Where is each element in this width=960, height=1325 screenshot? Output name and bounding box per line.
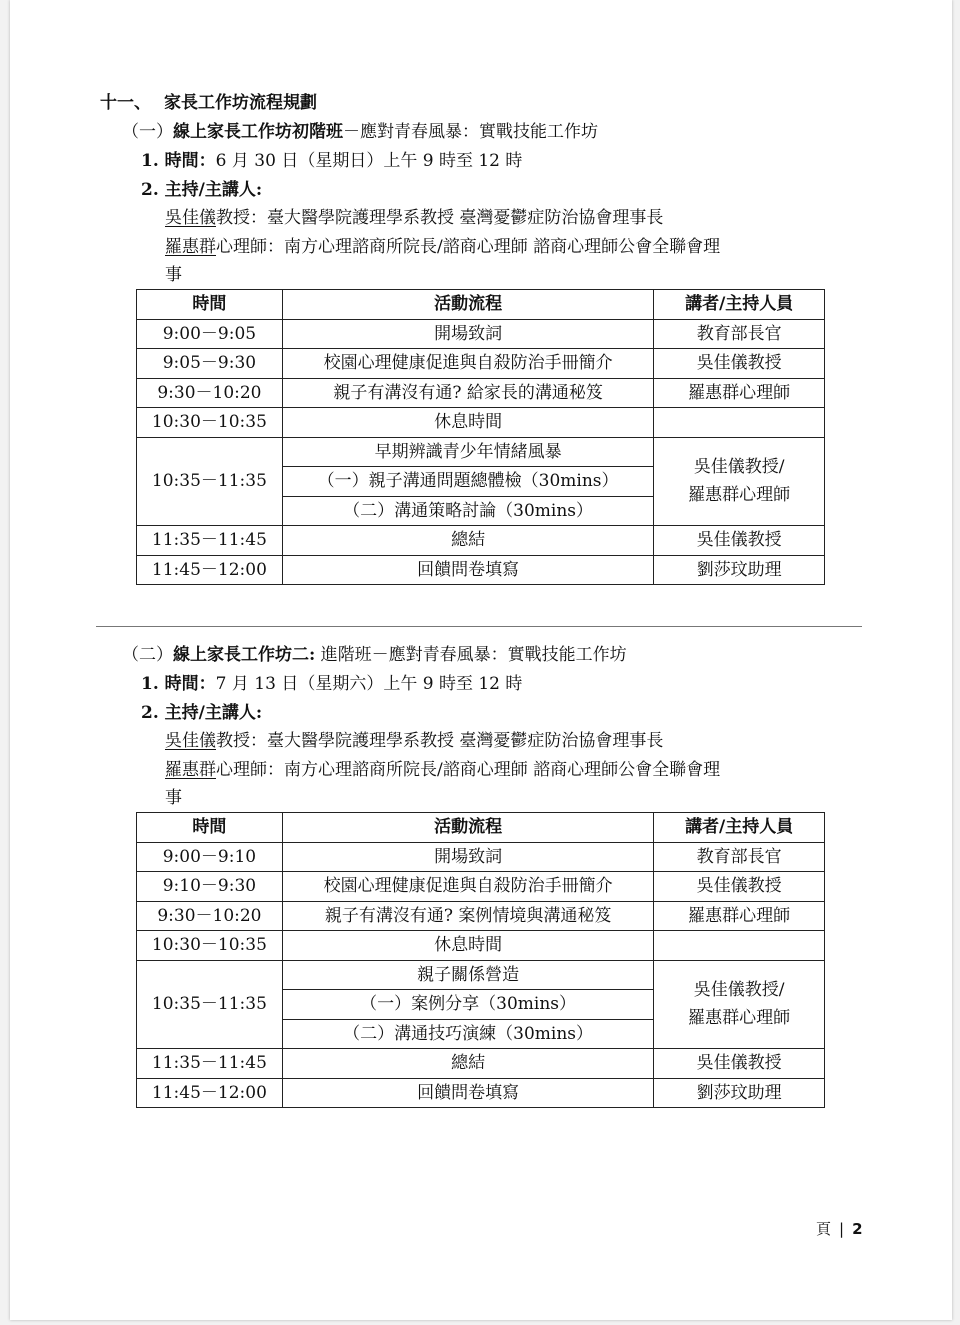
cell-time: 10:35－11:35 [137, 960, 283, 1049]
cell-activity: 親子有溝沒有通? 案例情境與溝通秘笈 [282, 901, 654, 931]
table-row-merged [137, 960, 825, 990]
cell-speaker: 羅惠群心理師 [654, 901, 825, 931]
cell-speaker: 吳佳儀教授 [654, 526, 825, 556]
table-row [137, 842, 825, 872]
cell-activity: 開場致詞 [282, 319, 654, 349]
workshop-2-title: 線上家長工作坊二: [173, 645, 316, 665]
workshop-1-title: 線上家長工作坊初階班 [173, 122, 343, 142]
page-number: 2 [852, 1220, 863, 1238]
workshop-2-time [141, 673, 522, 695]
cell-speaker: 教育部長官 [654, 319, 825, 349]
speaker-line: 羅惠群心理師 [688, 1008, 791, 1029]
speaker-desc: 教授：臺大醫學院護理學系教授 臺灣憂鬱症防治協會理事長 [216, 208, 664, 228]
cell-activity: 總結 [282, 526, 654, 556]
section-number: 十一、 [100, 93, 151, 113]
header-activity: 活動流程 [282, 290, 654, 320]
table-header-row [137, 290, 825, 320]
table-row-merged [137, 437, 825, 467]
cell-speaker [654, 408, 825, 438]
header-speaker: 講者/主持人員 [654, 290, 825, 320]
table-row [137, 901, 825, 931]
table-row [137, 378, 825, 408]
cell-activity: 開場致詞 [282, 842, 654, 872]
cell-activity: （一）案例分享（30mins） [282, 990, 654, 1020]
section-heading [100, 92, 317, 114]
workshop-1-prefix: （一） [122, 122, 173, 142]
cell-activity: 總結 [282, 1049, 654, 1079]
cell-speaker [654, 931, 825, 961]
cell-activity: 校園心理健康促進與自殺防治手冊簡介 [282, 872, 654, 902]
cell-time: 10:30－10:35 [137, 931, 283, 961]
cell-speaker: 吳佳儀教授 [654, 872, 825, 902]
time-value: 6 月 30 日（星期日）上午 9 時至 12 時 [215, 151, 523, 171]
workshop-1-speaker-1 [165, 207, 663, 229]
cell-time: 11:35－11:45 [137, 1049, 283, 1079]
workshop-1-speaker-2-wrap: 事 [165, 265, 182, 285]
time-label: 1. 時間： [141, 151, 216, 171]
speaker-desc: 心理師：南方心理諮商所院長/諮商心理師 諮商心理師公會全聯會理 [216, 237, 721, 257]
cell-time: 10:35－11:35 [137, 437, 283, 526]
cell-time: 11:45－12:00 [137, 555, 283, 585]
speaker-desc: 心理師：南方心理諮商所院長/諮商心理師 諮商心理師公會全聯會理 [216, 760, 721, 780]
speaker-line: 吳佳儀教授/ [693, 457, 785, 478]
workshop-2-speaker-1 [165, 730, 663, 752]
table-row [137, 931, 825, 961]
cell-activity: 休息時間 [282, 408, 654, 438]
table-header-row [137, 813, 825, 843]
workshop-2-subtitle: 進階班－應對青春風暴：實戰技能工作坊 [315, 645, 627, 665]
header-time: 時間 [137, 813, 283, 843]
table-row [137, 319, 825, 349]
speaker-name: 吳佳儀 [165, 731, 216, 751]
cell-speaker: 吳佳儀教授 [654, 1049, 825, 1079]
cell-speaker: 教育部長官 [654, 842, 825, 872]
cell-time: 9:00－9:10 [137, 842, 283, 872]
cell-speaker: 吳佳儀教授 [654, 349, 825, 379]
cell-activity: 親子有溝沒有通? 給家長的溝通秘笈 [282, 378, 654, 408]
cell-time: 9:00－9:05 [137, 319, 283, 349]
cell-speaker: 羅惠群心理師 [654, 378, 825, 408]
cell-time: 11:35－11:45 [137, 526, 283, 556]
speaker-name: 吳佳儀 [165, 208, 216, 228]
workshop-2-host-label: 2. 主持/主講人: [141, 703, 263, 723]
cell-activity: （二）溝通策略討論（30mins） [282, 496, 654, 526]
workshop-2-speaker-2 [165, 759, 720, 781]
cell-activity: 回饋問卷填寫 [282, 555, 654, 585]
speaker-line: 吳佳儀教授/ [693, 980, 785, 1001]
table-row [137, 349, 825, 379]
cell-speaker: 劉莎玟助理 [654, 1078, 825, 1108]
workshop-1-heading [122, 121, 598, 143]
cell-activity: 早期辨識青少年情緒風暴 [282, 437, 654, 467]
footer-separator: | [839, 1220, 845, 1238]
table-row [137, 872, 825, 902]
table-row [137, 408, 825, 438]
page-footer [816, 1218, 863, 1239]
table-row [137, 555, 825, 585]
time-label: 1. 時間： [141, 674, 216, 694]
speaker-name: 羅惠群 [165, 237, 216, 257]
cell-time: 11:45－12:00 [137, 1078, 283, 1108]
cell-time: 9:30－10:20 [137, 378, 283, 408]
cell-time: 9:30－10:20 [137, 901, 283, 931]
document-page [10, 0, 952, 1320]
cell-speaker [654, 437, 825, 526]
workshop-1-subtitle: －應對青春風暴：實戰技能工作坊 [343, 122, 598, 142]
workshop-2-heading [122, 644, 627, 666]
cell-activity: （二）溝通技巧演練（30mins） [282, 1019, 654, 1049]
section-divider [96, 626, 862, 627]
workshop-2-prefix: （二） [122, 645, 173, 665]
workshop-1-host-label: 2. 主持/主講人: [141, 180, 263, 200]
workshop-1-speaker-2 [165, 236, 720, 258]
cell-time: 10:30－10:35 [137, 408, 283, 438]
cell-activity: 回饋問卷填寫 [282, 1078, 654, 1108]
section-title: 家長工作坊流程規劃 [164, 93, 317, 113]
footer-label: 頁 [816, 1220, 832, 1238]
speaker-name: 羅惠群 [165, 760, 216, 780]
cell-speaker: 劉莎玟助理 [654, 555, 825, 585]
workshop-2-schedule-table [136, 812, 825, 1108]
header-activity: 活動流程 [282, 813, 654, 843]
workshop-1-time [141, 150, 522, 172]
cell-time: 9:05－9:30 [137, 349, 283, 379]
header-time: 時間 [137, 290, 283, 320]
time-value: 7 月 13 日（星期六）上午 9 時至 12 時 [215, 674, 523, 694]
cell-activity: 親子關係營造 [282, 960, 654, 990]
cell-activity: 休息時間 [282, 931, 654, 961]
speaker-desc: 教授：臺大醫學院護理學系教授 臺灣憂鬱症防治協會理事長 [216, 731, 664, 751]
cell-activity: 校園心理健康促進與自殺防治手冊簡介 [282, 349, 654, 379]
cell-speaker [654, 960, 825, 1049]
speaker-line: 羅惠群心理師 [688, 485, 791, 506]
table-row [137, 526, 825, 556]
cell-time: 9:10－9:30 [137, 872, 283, 902]
table-row [137, 1078, 825, 1108]
table-row [137, 1049, 825, 1079]
header-speaker: 講者/主持人員 [654, 813, 825, 843]
cell-activity: （一）親子溝通問題總體檢（30mins） [282, 467, 654, 497]
workshop-2-speaker-2-wrap: 事 [165, 788, 182, 808]
workshop-1-schedule-table [136, 289, 825, 585]
